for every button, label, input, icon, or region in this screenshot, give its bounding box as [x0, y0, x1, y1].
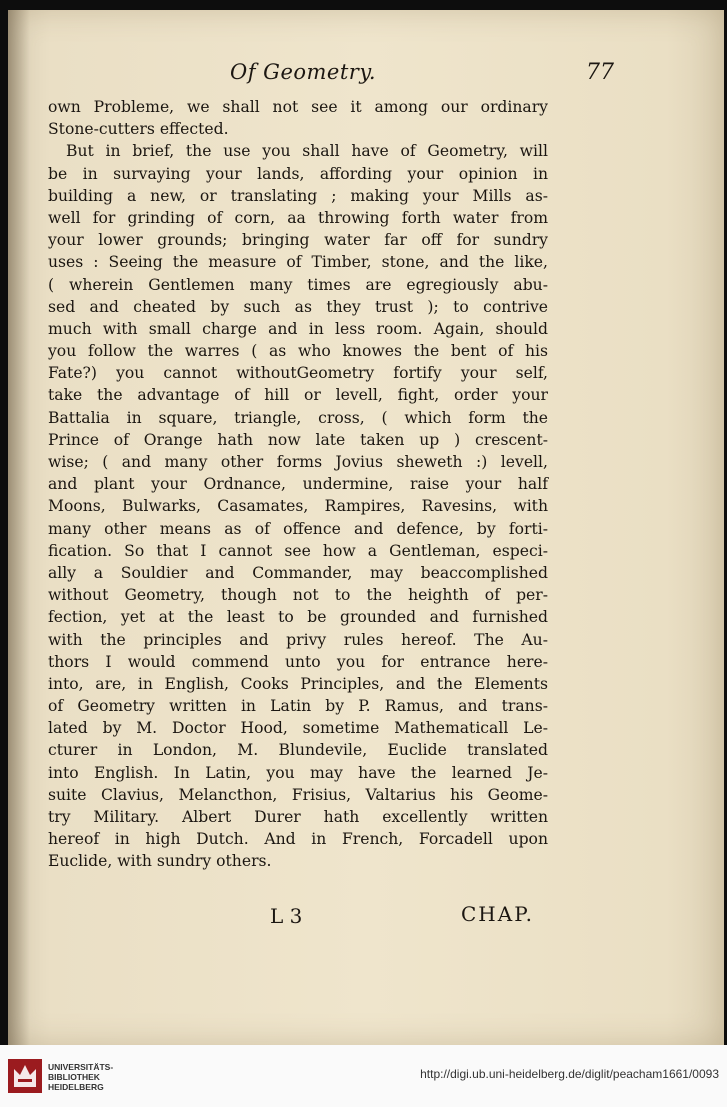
text-line: Moons, Bulwarks, Casamates, Rampires, Ravesins, with	[48, 497, 548, 516]
text-line: fection, yet at the least to be grounded and furnished	[48, 608, 548, 627]
text-line: take the advantage of hill or levell, fight, order your	[48, 386, 548, 405]
text-line: without Geometry, though not to the heighth of per-	[48, 586, 548, 605]
text-line: much with small charge and in less room. Again, should	[48, 319, 548, 338]
text-line: your lower grounds; bringing water far off for sundry	[48, 231, 548, 250]
body-text	[48, 96, 548, 873]
text-line: ( wherein Gentlemen many times are egregiously abu-	[48, 275, 548, 294]
institution-line: BIBLIOTHEK	[48, 1072, 100, 1082]
running-head: Of Geometry.	[230, 60, 377, 84]
text-line: ally a Souldier and Commander, may beaccomplished	[48, 563, 548, 582]
book-page	[8, 10, 724, 1045]
text-line: suite Clavius, Melancthon, Frisius, Valtarius his Geome-	[48, 785, 548, 804]
text-line: fication. So that I cannot see how a Gentleman, especi-	[48, 541, 548, 560]
institution-line: HEIDELBERG	[48, 1082, 104, 1092]
text-line: cturer in London, M. Blundevile, Euclide translated	[48, 741, 548, 760]
text-line: uses : Seeing the measure of Timber, stone, and the like,	[48, 253, 548, 272]
text-line: well for grinding of corn, aa throwing forth water from	[48, 208, 548, 227]
text-line: try Military. Albert Durer hath excellently written	[48, 808, 548, 826]
text-line: own Probleme, we shall not see it among our ordinary	[48, 98, 548, 116]
digitization-footer	[0, 1045, 727, 1107]
text-line: of Geometry written in Latin by P. Ramus, and trans-	[48, 697, 548, 716]
source-url[interactable]: http://digi.ub.uni-heidelberg.de/diglit/peacham1661/0093	[420, 1067, 719, 1081]
text-line: Prince of Orange hath now late taken up ) crescent-	[48, 430, 548, 449]
text-line: you follow the warres ( as who knowes the bent of his	[48, 342, 548, 361]
text-line: Stone-cutters effected.	[48, 120, 229, 139]
institution-line: UNIVERSITÄTS-	[48, 1062, 114, 1072]
text-line: sed and cheated by such as they trust ); to contrive	[48, 297, 548, 316]
text-line: and plant your Ordnance, undermine, raise your half	[48, 475, 548, 494]
text-line: be in survaying your lands, affording your opinion in	[48, 164, 548, 183]
text-line: Battalia in square, triangle, cross, ( which form the	[48, 408, 548, 427]
text-line: lated by M. Doctor Hood, sometime Mathematicall Le-	[48, 719, 548, 738]
text-line: Euclide, with sundry others.	[48, 852, 272, 871]
text-line: many other means as of offence and defence, by forti-	[48, 519, 548, 538]
text-line: with the principles and privy rules hereof. The Au-	[48, 630, 548, 649]
text-line: into, are, in English, Cooks Principles, and the Elements	[48, 674, 548, 693]
page-gutter-shadow	[8, 10, 30, 1045]
text-line: thors I would commend unto you for entrance here-	[48, 652, 548, 671]
text-line: into English. In Latin, you may have the learned Je-	[48, 763, 548, 782]
text-line: hereof in high Dutch. And in French, Forcadell upon	[48, 830, 548, 849]
university-library-logo-icon	[8, 1059, 42, 1093]
signature-mark: L 3	[270, 904, 303, 928]
institution-name	[48, 1062, 113, 1092]
text-line: building a new, or translating ; making your Mills as-	[48, 186, 548, 205]
catchword: CHAP.	[461, 902, 534, 926]
text-line: Fate?) you cannot withoutGeometry fortify your self,	[48, 364, 548, 383]
text-line: But in brief, the use you shall have of Geometry, will	[66, 142, 548, 161]
page-number: 77	[586, 60, 614, 85]
text-line: wise; ( and many other forms Jovius sheweth :) levell,	[48, 453, 548, 471]
